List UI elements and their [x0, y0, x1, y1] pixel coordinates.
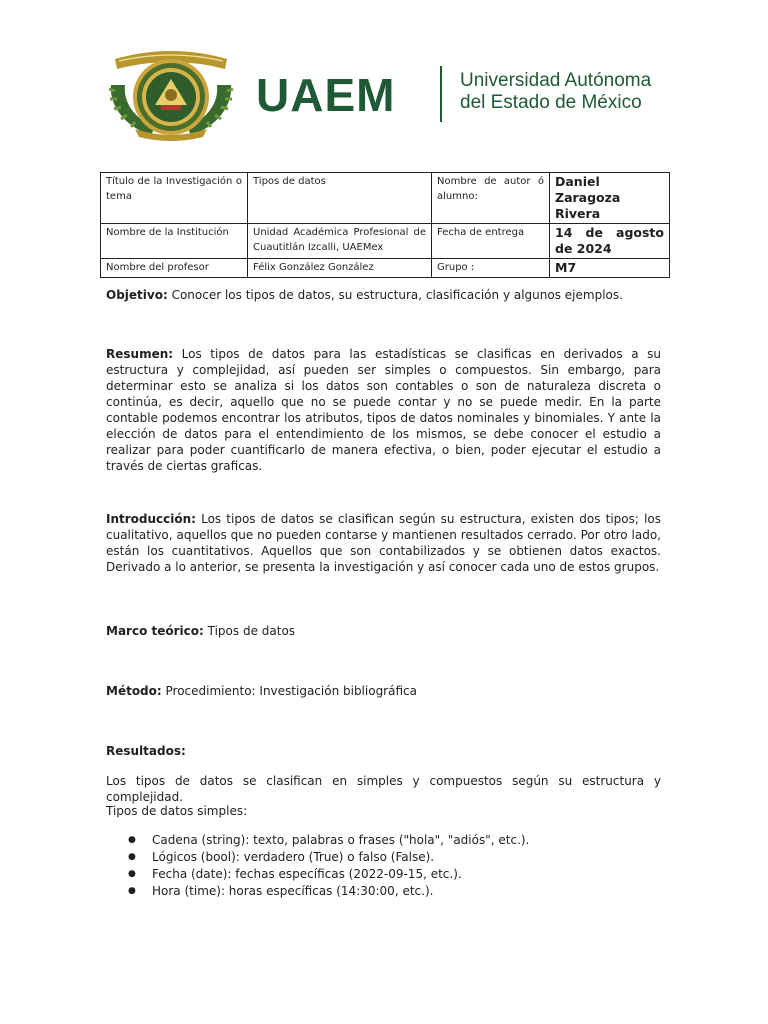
- resultados-paragraph-1: Los tipos de datos se clasifican en simples y compuestos según su estructura y complejidad.: [106, 774, 661, 804]
- metodo-paragraph: [106, 683, 661, 699]
- table-cell: Grupo :: [432, 259, 550, 278]
- info-table: [100, 172, 670, 278]
- table-cell: Fecha de entrega: [432, 224, 550, 259]
- objetivo-paragraph: [106, 287, 661, 303]
- simple-types-list: [106, 832, 661, 900]
- table-cell: Nombre del profesor: [101, 259, 248, 278]
- section-label: Método:: [106, 684, 162, 698]
- section-label: Resumen:: [106, 347, 174, 361]
- table-cell: Unidad Académica Profesional de Cuautitlán Izcalli, UAEMex: [248, 224, 432, 259]
- section-label: Introducción:: [106, 512, 196, 526]
- table-row: [101, 173, 670, 224]
- group-value: M7: [550, 259, 670, 278]
- brand-full-name: [460, 70, 690, 114]
- section-text: Los tipos de datos para las estadísticas se clasificas en derivados a su estructura y complejidad, así pueden ser simples o compuestos. Sin embargo, para determinar esto se analiza si los datos son contables o son de naturaleza discreta o continúa, es decir, aquello que no se puede contar y no se puede medir. En la parte contable podemos encontrar los atributos, tipos de datos nominales y binomiales. Y ante la elección de datos para el entendimiento de los mismos, se debe conocer el estudio a realizar para poder cuantificarlo de manera efectiva, o bien, poder ejecutar el estudio a través de ciertas graficas.: [106, 347, 661, 473]
- resumen-paragraph: [106, 346, 661, 474]
- table-cell: Félix González González: [248, 259, 432, 278]
- list-item: ● Fecha (date): fechas específicas (2022-09-15, etc.).: [152, 866, 661, 883]
- table-row: [101, 224, 670, 259]
- table-cell: Nombre de autor ó alumno:: [432, 173, 550, 224]
- resultados-paragraph-2: Tipos de datos simples:: [106, 804, 248, 818]
- section-label: Marco teórico:: [106, 624, 204, 638]
- section-label: Objetivo:: [106, 288, 168, 302]
- introduccion-paragraph: [106, 511, 661, 575]
- list-item: ● Hora (time): horas específicas (14:30:00, etc.).: [152, 883, 661, 900]
- brand-line-1: Universidad Autónoma: [460, 70, 652, 91]
- document-header: [0, 0, 768, 150]
- table-cell: Título de la Investigación o tema: [101, 173, 248, 224]
- table-cell: Nombre de la Institución: [101, 224, 248, 259]
- resultados-heading: [106, 743, 661, 759]
- section-text: Conocer los tipos de datos, su estructura, clasificación y algunos ejemplos.: [167, 288, 623, 302]
- brand-line-2: del Estado de México: [460, 92, 642, 113]
- section-text: Procedimiento: Investigación bibliográfica: [161, 684, 417, 698]
- table-cell: Tipos de datos: [248, 173, 432, 224]
- uaem-seal-icon: [105, 45, 237, 141]
- brand-divider: [440, 66, 442, 122]
- table-row: [101, 259, 670, 278]
- delivery-date: 14 de agosto de 2024: [550, 224, 670, 259]
- list-item: ● Cadena (string): texto, palabras o frases ("hola", "adiós", etc.).: [152, 832, 661, 849]
- section-text: Los tipos de datos se clasifican según su estructura, existen dos tipos; los cualitativo, aquellos que no pueden contarse y mantienen resultados cerrado. Por otro lado, están los cuantitativos. Aquellos que son contabilizados y se obtienen datos exactos. Derivado a lo anterior, se presenta la investigación y así conocer cada uno de estos grupos.: [106, 512, 661, 574]
- section-label: Resultados:: [106, 744, 186, 758]
- marco-paragraph: [106, 623, 661, 639]
- author-name: Daniel Zaragoza Rivera: [550, 173, 670, 224]
- brand-short: UAEM: [256, 69, 396, 121]
- list-item: ● Lógicos (bool): verdadero (True) o falso (False).: [152, 849, 661, 866]
- section-text: Tipos de datos: [203, 624, 296, 638]
